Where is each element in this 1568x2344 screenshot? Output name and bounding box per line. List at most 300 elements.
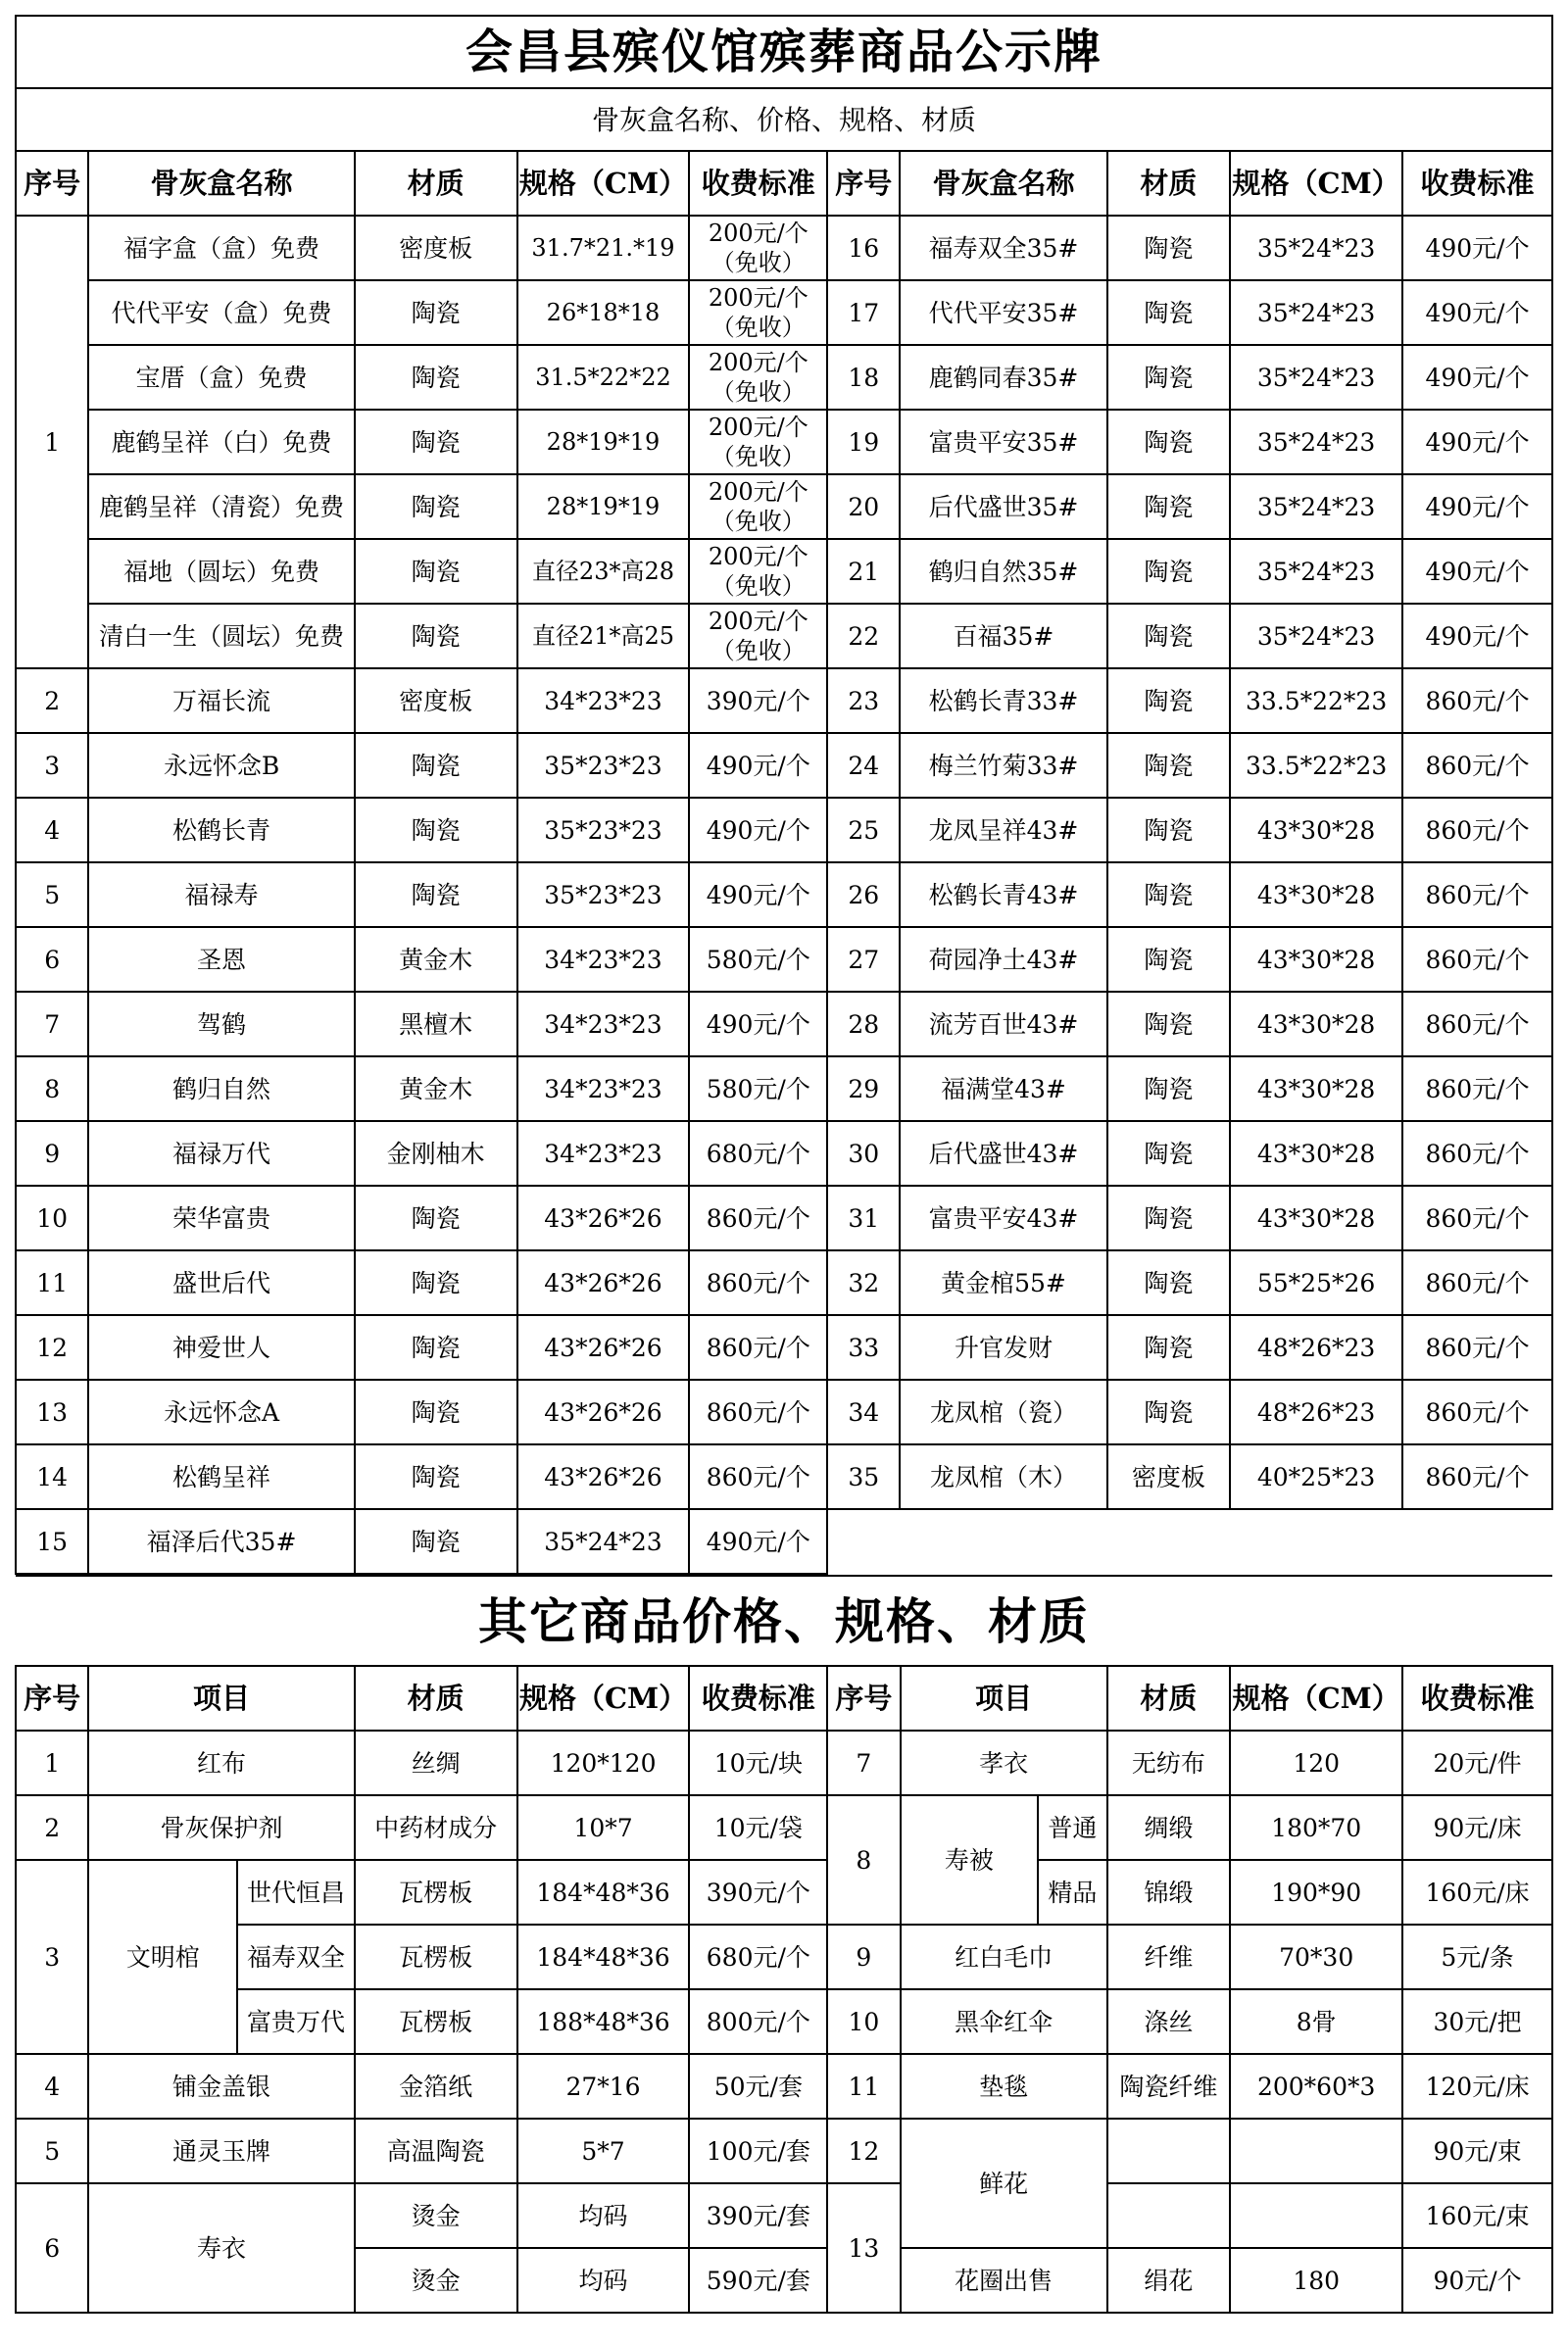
row-number: 7 xyxy=(16,992,88,1056)
urn-spec: 43*30*28 xyxy=(1230,1056,1402,1121)
row-number: 24 xyxy=(827,733,900,798)
urn-spec: 28*19*19 xyxy=(517,410,690,474)
urn-spec: 43*30*28 xyxy=(1230,798,1402,862)
urn-material: 黄金木 xyxy=(355,1056,517,1121)
header-material: 材质 xyxy=(355,1666,517,1731)
row-number: 2 xyxy=(16,668,88,733)
urn-name: 清白一生（圆坛）免费 xyxy=(88,604,354,668)
urn-material: 陶瓷 xyxy=(355,1509,517,1574)
item-subtype: 精品 xyxy=(1038,1860,1106,1925)
row-number: 9 xyxy=(16,1121,88,1186)
item-name: 寿被 xyxy=(901,1795,1039,1925)
urn-material: 陶瓷 xyxy=(355,410,517,474)
item-fee: 90元/束 xyxy=(1402,2119,1552,2183)
empty-cell xyxy=(827,1509,900,1574)
table-row xyxy=(16,1989,1552,2054)
item-spec: 70*30 xyxy=(1230,1925,1402,1989)
item-material: 瓦楞板 xyxy=(355,1989,517,2054)
row-number: 26 xyxy=(827,862,900,927)
urn-spec: 35*24*23 xyxy=(1230,345,1402,410)
table-row xyxy=(16,410,1552,474)
row-number: 23 xyxy=(827,668,900,733)
item-material: 绸缎 xyxy=(1107,1795,1231,1860)
item-subtype: 富贵万代 xyxy=(237,1989,355,2054)
item-fee: 90元/个 xyxy=(1402,2248,1552,2313)
urn-spec: 31.5*22*22 xyxy=(517,345,690,410)
table-row xyxy=(16,1860,1552,1925)
urn-material: 陶瓷 xyxy=(355,539,517,604)
urn-name: 福禄万代 xyxy=(88,1121,354,1186)
item-spec: 188*48*36 xyxy=(517,1989,690,2054)
urn-material: 黑檀木 xyxy=(355,992,517,1056)
row-number: 1 xyxy=(16,1731,88,1795)
price-board xyxy=(15,15,1553,2314)
table-row xyxy=(16,539,1552,604)
urn-name: 富贵平安35# xyxy=(900,410,1106,474)
urn-spec: 28*19*19 xyxy=(517,474,690,539)
urn-material: 陶瓷 xyxy=(1107,668,1231,733)
row-number: 27 xyxy=(827,927,900,992)
urn-name: 代代平安（盒）免费 xyxy=(88,280,354,345)
urn-material: 陶瓷 xyxy=(355,280,517,345)
urn-name: 宝厝（盒）免费 xyxy=(88,345,354,410)
row-number: 33 xyxy=(827,1315,900,1380)
header-material: 材质 xyxy=(355,151,517,216)
header-spec: 规格（CM） xyxy=(517,1666,690,1731)
header-name: 骨灰盒名称 xyxy=(900,151,1106,216)
urn-fee: 490元/个 xyxy=(1402,216,1552,280)
row-number: 4 xyxy=(16,798,88,862)
urn-material: 陶瓷 xyxy=(355,733,517,798)
urn-spec: 35*24*23 xyxy=(1230,604,1402,668)
urn-name: 龙凤呈祥43# xyxy=(900,798,1106,862)
urn-table xyxy=(15,15,1553,1575)
urn-material: 陶瓷 xyxy=(1107,410,1231,474)
urn-name: 松鹤长青33# xyxy=(900,668,1106,733)
header-fee: 收费标准 xyxy=(1402,151,1552,216)
urn-fee: 860元/个 xyxy=(1402,862,1552,927)
urn-fee: 860元/个 xyxy=(689,1444,827,1509)
row-number: 21 xyxy=(827,539,900,604)
row-number: 5 xyxy=(16,862,88,927)
item-fee: 50元/套 xyxy=(689,2054,827,2119)
row-number: 7 xyxy=(827,1731,900,1795)
urn-spec: 43*30*28 xyxy=(1230,1121,1402,1186)
item-subtype: 普通 xyxy=(1038,1795,1106,1860)
urn-spec: 48*26*23 xyxy=(1230,1315,1402,1380)
urn-spec: 35*24*23 xyxy=(1230,539,1402,604)
row-number: 12 xyxy=(16,1315,88,1380)
urn-fee: 490元/个 xyxy=(1402,539,1552,604)
urn-name: 荣华富贵 xyxy=(88,1186,354,1250)
urn-material: 密度板 xyxy=(1107,1444,1231,1509)
urn-spec: 43*30*28 xyxy=(1230,992,1402,1056)
empty-cell xyxy=(1402,1509,1552,1574)
urn-spec: 34*23*23 xyxy=(517,668,690,733)
row-number: 16 xyxy=(827,216,900,280)
item-fee: 160元/束 xyxy=(1402,2183,1552,2248)
item-spec: 120*120 xyxy=(517,1731,690,1795)
item-material: 无纺布 xyxy=(1107,1731,1231,1795)
urn-name: 圣恩 xyxy=(88,927,354,992)
urn-name: 永远怀念B xyxy=(88,733,354,798)
urn-spec: 35*23*23 xyxy=(517,798,690,862)
item-spec: 184*48*36 xyxy=(517,1925,690,1989)
header-fee: 收费标准 xyxy=(1402,1666,1552,1731)
other-header-row xyxy=(16,1666,1552,1731)
urn-fee: 200元/个（免收） xyxy=(689,604,827,668)
urn-name: 梅兰竹菊33# xyxy=(900,733,1106,798)
item-material: 涤丝 xyxy=(1107,1989,1231,2054)
urn-spec: 35*24*23 xyxy=(1230,216,1402,280)
item-spec: 均码 xyxy=(517,2183,690,2248)
row-number: 25 xyxy=(827,798,900,862)
urn-spec: 43*26*26 xyxy=(517,1380,690,1444)
urn-name: 龙凤棺（木） xyxy=(900,1444,1106,1509)
item-material xyxy=(1107,2119,1231,2183)
table-row xyxy=(16,604,1552,668)
row-number: 30 xyxy=(827,1121,900,1186)
urn-section-subtitle: 骨灰盒名称、价格、规格、材质 xyxy=(16,88,1552,151)
urn-material: 陶瓷 xyxy=(1107,280,1231,345)
header-spec: 规格（CM） xyxy=(1230,1666,1402,1731)
item-spec: 120 xyxy=(1230,1731,1402,1795)
item-name: 鲜花 xyxy=(901,2119,1107,2248)
header-spec: 规格（CM） xyxy=(1230,151,1402,216)
urn-spec: 34*23*23 xyxy=(517,992,690,1056)
urn-material: 陶瓷 xyxy=(355,1186,517,1250)
table-row xyxy=(16,1250,1552,1315)
item-fee: 120元/床 xyxy=(1402,2054,1552,2119)
urn-material: 陶瓷 xyxy=(355,1250,517,1315)
item-name: 孝衣 xyxy=(901,1731,1107,1795)
urn-name: 鹿鹤同春35# xyxy=(900,345,1106,410)
urn-material: 黄金木 xyxy=(355,927,517,992)
row-number: 14 xyxy=(16,1444,88,1509)
item-fee: 100元/套 xyxy=(689,2119,827,2183)
table-row xyxy=(16,1186,1552,1250)
urn-spec: 34*23*23 xyxy=(517,1121,690,1186)
urn-material: 陶瓷 xyxy=(1107,1250,1231,1315)
item-spec xyxy=(1230,2119,1402,2183)
row-number: 6 xyxy=(16,927,88,992)
row-number: 35 xyxy=(827,1444,900,1509)
row-number: 10 xyxy=(827,1989,900,2054)
row-number: 12 xyxy=(827,2119,900,2183)
urn-material: 陶瓷 xyxy=(1107,927,1231,992)
urn-spec: 55*25*26 xyxy=(1230,1250,1402,1315)
table-row xyxy=(16,1444,1552,1509)
urn-material: 陶瓷 xyxy=(1107,1380,1231,1444)
table-row xyxy=(16,1731,1552,1795)
row-number: 5 xyxy=(16,2119,88,2183)
urn-spec: 35*24*23 xyxy=(1230,474,1402,539)
header-material: 材质 xyxy=(1107,1666,1231,1731)
urn-fee: 490元/个 xyxy=(1402,345,1552,410)
table-row xyxy=(16,216,1552,280)
urn-spec: 48*26*23 xyxy=(1230,1380,1402,1444)
row-number: 6 xyxy=(16,2183,88,2313)
urn-fee: 490元/个 xyxy=(1402,474,1552,539)
urn-spec: 34*23*23 xyxy=(517,927,690,992)
item-material: 金箔纸 xyxy=(355,2054,517,2119)
item-name: 花圈出售 xyxy=(901,2248,1107,2313)
urn-fee: 490元/个 xyxy=(1402,604,1552,668)
urn-spec: 直径21*高25 xyxy=(517,604,690,668)
urn-fee: 200元/个（免收） xyxy=(689,410,827,474)
urn-spec: 43*30*28 xyxy=(1230,1186,1402,1250)
urn-fee: 490元/个 xyxy=(689,798,827,862)
urn-fee: 680元/个 xyxy=(689,1121,827,1186)
urn-name: 后代盛世43# xyxy=(900,1121,1106,1186)
urn-spec: 43*26*26 xyxy=(517,1444,690,1509)
urn-fee: 200元/个（免收） xyxy=(689,216,827,280)
row-number: 13 xyxy=(827,2183,900,2313)
table-row xyxy=(16,733,1552,798)
urn-name: 神爱世人 xyxy=(88,1315,354,1380)
urn-fee: 860元/个 xyxy=(689,1250,827,1315)
urn-name: 鹤归自然35# xyxy=(900,539,1106,604)
urn-material: 陶瓷 xyxy=(355,798,517,862)
table-row xyxy=(16,280,1552,345)
urn-name: 福字盒（盒）免费 xyxy=(88,216,354,280)
table-row xyxy=(16,1925,1552,1989)
header-item: 项目 xyxy=(88,1666,354,1731)
empty-cell xyxy=(900,1509,1106,1574)
urn-fee: 860元/个 xyxy=(1402,1250,1552,1315)
table-row xyxy=(16,345,1552,410)
item-name: 文明棺 xyxy=(88,1860,237,2054)
urn-spec: 35*24*23 xyxy=(1230,280,1402,345)
item-material: 瓦楞板 xyxy=(355,1925,517,1989)
item-spec: 27*16 xyxy=(517,2054,690,2119)
item-fee: 800元/个 xyxy=(689,1989,827,2054)
urn-name: 荷园净土43# xyxy=(900,927,1106,992)
item-spec: 均码 xyxy=(517,2248,690,2313)
urn-material: 陶瓷 xyxy=(1107,1121,1231,1186)
table-row xyxy=(16,2119,1552,2183)
urn-material: 陶瓷 xyxy=(355,604,517,668)
urn-name: 驾鹤 xyxy=(88,992,354,1056)
item-fee: 10元/袋 xyxy=(689,1795,827,1860)
urn-fee: 200元/个（免收） xyxy=(689,474,827,539)
urn-spec: 33.5*22*23 xyxy=(1230,733,1402,798)
urn-fee: 860元/个 xyxy=(689,1380,827,1444)
item-spec xyxy=(1230,2183,1402,2248)
urn-material: 陶瓷 xyxy=(1107,862,1231,927)
item-spec: 10*7 xyxy=(517,1795,690,1860)
urn-fee: 200元/个（免收） xyxy=(689,280,827,345)
row-number: 8 xyxy=(827,1795,900,1925)
urn-spec: 34*23*23 xyxy=(517,1056,690,1121)
table-row xyxy=(16,798,1552,862)
item-fee: 390元/套 xyxy=(689,2183,827,2248)
urn-name: 升官发财 xyxy=(900,1315,1106,1380)
item-material: 锦缎 xyxy=(1107,1860,1231,1925)
urn-name: 盛世后代 xyxy=(88,1250,354,1315)
row-number: 8 xyxy=(16,1056,88,1121)
urn-material: 陶瓷 xyxy=(1107,1186,1231,1250)
item-name: 红布 xyxy=(88,1731,354,1795)
item-material: 丝绸 xyxy=(355,1731,517,1795)
item-spec: 180 xyxy=(1230,2248,1402,2313)
row-number: 29 xyxy=(827,1056,900,1121)
item-fee: 5元/条 xyxy=(1402,1925,1552,1989)
urn-name: 松鹤呈祥 xyxy=(88,1444,354,1509)
urn-name: 福泽后代35# xyxy=(88,1509,354,1574)
urn-header-row xyxy=(16,151,1552,216)
urn-spec: 43*26*26 xyxy=(517,1315,690,1380)
table-row xyxy=(16,1509,1552,1574)
urn-material: 陶瓷 xyxy=(1107,604,1231,668)
urn-fee: 490元/个 xyxy=(689,1509,827,1574)
other-section-title: 其它商品价格、规格、材质 xyxy=(16,1576,1552,1666)
table-row xyxy=(16,2054,1552,2119)
table-row xyxy=(16,1380,1552,1444)
urn-name: 福满堂43# xyxy=(900,1056,1106,1121)
item-fee: 90元/床 xyxy=(1402,1795,1552,1860)
item-fee: 160元/床 xyxy=(1402,1860,1552,1925)
row-number: 11 xyxy=(827,2054,900,2119)
urn-material: 陶瓷 xyxy=(1107,474,1231,539)
urn-name: 龙凤棺（瓷） xyxy=(900,1380,1106,1444)
item-material: 绢花 xyxy=(1107,2248,1231,2313)
header-no: 序号 xyxy=(827,151,900,216)
row-number: 2 xyxy=(16,1795,88,1860)
urn-fee: 580元/个 xyxy=(689,1056,827,1121)
urn-material: 陶瓷 xyxy=(1107,733,1231,798)
table-row xyxy=(16,668,1552,733)
urn-name: 福禄寿 xyxy=(88,862,354,927)
empty-cell xyxy=(1107,1509,1231,1574)
urn-material: 陶瓷 xyxy=(1107,992,1231,1056)
header-item: 项目 xyxy=(901,1666,1107,1731)
table-row xyxy=(16,1056,1552,1121)
table-row xyxy=(16,474,1552,539)
item-fee: 390元/个 xyxy=(689,1860,827,1925)
item-material: 纤维 xyxy=(1107,1925,1231,1989)
row-number: 3 xyxy=(16,1860,88,2054)
urn-spec: 35*23*23 xyxy=(517,862,690,927)
header-no: 序号 xyxy=(16,1666,88,1731)
header-no: 序号 xyxy=(16,151,88,216)
item-material: 陶瓷纤维 xyxy=(1107,2054,1231,2119)
header-name: 骨灰盒名称 xyxy=(88,151,354,216)
urn-fee: 860元/个 xyxy=(1402,1056,1552,1121)
urn-material: 陶瓷 xyxy=(1107,1056,1231,1121)
urn-material: 陶瓷 xyxy=(355,345,517,410)
urn-spec: 40*25*23 xyxy=(1230,1444,1402,1509)
urn-name: 代代平安35# xyxy=(900,280,1106,345)
item-fee: 680元/个 xyxy=(689,1925,827,1989)
row-number: 17 xyxy=(827,280,900,345)
row-number: 28 xyxy=(827,992,900,1056)
urn-spec: 35*24*23 xyxy=(517,1509,690,1574)
urn-fee: 490元/个 xyxy=(1402,410,1552,474)
header-no: 序号 xyxy=(827,1666,900,1731)
header-fee: 收费标准 xyxy=(689,151,827,216)
urn-material: 陶瓷 xyxy=(1107,1315,1231,1380)
row-number: 3 xyxy=(16,733,88,798)
other-goods-table xyxy=(15,1575,1553,2314)
item-material: 高温陶瓷 xyxy=(355,2119,517,2183)
urn-name: 富贵平安43# xyxy=(900,1186,1106,1250)
urn-fee: 860元/个 xyxy=(1402,1380,1552,1444)
urn-fee: 860元/个 xyxy=(1402,1121,1552,1186)
urn-spec: 43*30*28 xyxy=(1230,862,1402,927)
urn-name: 鹿鹤呈祥（清瓷）免费 xyxy=(88,474,354,539)
item-fee: 30元/把 xyxy=(1402,1989,1552,2054)
row-number: 13 xyxy=(16,1380,88,1444)
item-spec: 180*70 xyxy=(1230,1795,1402,1860)
urn-fee: 860元/个 xyxy=(1402,1444,1552,1509)
urn-name: 后代盛世35# xyxy=(900,474,1106,539)
urn-fee: 490元/个 xyxy=(689,733,827,798)
urn-fee: 860元/个 xyxy=(1402,798,1552,862)
item-name: 红白毛巾 xyxy=(901,1925,1107,1989)
urn-fee: 860元/个 xyxy=(1402,992,1552,1056)
urn-name: 百福35# xyxy=(900,604,1106,668)
urn-material: 陶瓷 xyxy=(1107,539,1231,604)
item-name: 寿衣 xyxy=(88,2183,354,2313)
urn-name: 福寿双全35# xyxy=(900,216,1106,280)
row-number: 9 xyxy=(827,1925,900,1989)
row-number: 18 xyxy=(827,345,900,410)
urn-fee: 200元/个（免收） xyxy=(689,345,827,410)
table-row xyxy=(16,862,1552,927)
item-name: 黑伞红伞 xyxy=(901,1989,1107,2054)
urn-spec: 31.7*21.*19 xyxy=(517,216,690,280)
urn-material: 密度板 xyxy=(355,216,517,280)
header-spec: 规格（CM） xyxy=(517,151,690,216)
empty-cell xyxy=(1230,1509,1402,1574)
item-material xyxy=(1107,2183,1231,2248)
urn-spec: 35*24*23 xyxy=(1230,410,1402,474)
urn-spec: 33.5*22*23 xyxy=(1230,668,1402,733)
item-spec: 200*60*3 xyxy=(1230,2054,1402,2119)
item-name: 垫毯 xyxy=(901,2054,1107,2119)
table-row xyxy=(16,1121,1552,1186)
urn-name: 万福长流 xyxy=(88,668,354,733)
item-fee: 10元/块 xyxy=(689,1731,827,1795)
urn-material: 陶瓷 xyxy=(355,1380,517,1444)
urn-spec: 直径23*高28 xyxy=(517,539,690,604)
row-number: 19 xyxy=(827,410,900,474)
header-material: 材质 xyxy=(1107,151,1231,216)
urn-material: 陶瓷 xyxy=(1107,345,1231,410)
item-fee: 20元/件 xyxy=(1402,1731,1552,1795)
urn-material: 陶瓷 xyxy=(355,474,517,539)
urn-name: 黄金棺55# xyxy=(900,1250,1106,1315)
urn-material: 陶瓷 xyxy=(1107,798,1231,862)
row-number: 4 xyxy=(16,2054,88,2119)
urn-material: 陶瓷 xyxy=(355,1444,517,1509)
row-number: 22 xyxy=(827,604,900,668)
item-material: 瓦楞板 xyxy=(355,1860,517,1925)
row-number: 20 xyxy=(827,474,900,539)
table-row xyxy=(16,2183,1552,2248)
urn-fee: 860元/个 xyxy=(1402,927,1552,992)
urn-fee: 860元/个 xyxy=(689,1186,827,1250)
urn-name: 福地（圆坛）免费 xyxy=(88,539,354,604)
item-spec: 8骨 xyxy=(1230,1989,1402,2054)
urn-name: 松鹤长青 xyxy=(88,798,354,862)
item-material: 烫金 xyxy=(355,2248,517,2313)
item-subtype: 世代恒昌 xyxy=(237,1860,355,1925)
urn-fee: 580元/个 xyxy=(689,927,827,992)
item-name: 通灵玉牌 xyxy=(88,2119,354,2183)
table-row xyxy=(16,992,1552,1056)
